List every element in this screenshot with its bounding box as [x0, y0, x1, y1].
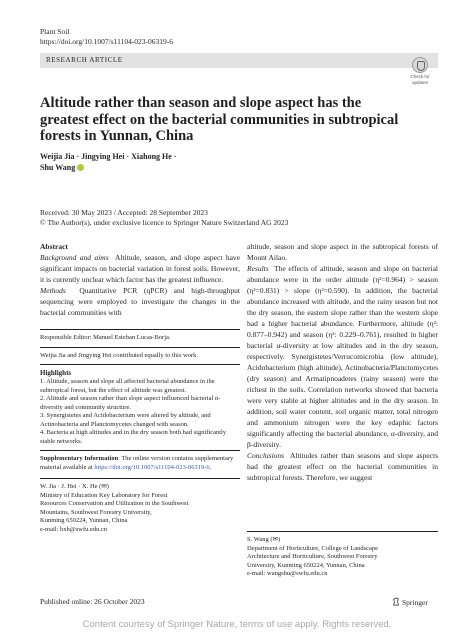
affiliation-right-line: Department of Horticulture, College of Landscape [247, 544, 379, 552]
supplementary-text: The online version contains supplementary material available at [40, 455, 234, 471]
received-accepted: Received: 30 May 2023 / Accepted: 28 September 2023 [40, 208, 208, 217]
affiliation-left [40, 483, 240, 534]
left-column [40, 241, 240, 534]
journal-name: Plant Soil [40, 27, 70, 36]
courtesy-watermark: Content courtesy of Springer Nature, terms of use apply. Rights reserved. [82, 619, 392, 630]
affiliation-right-block [247, 531, 438, 579]
methods-text: Quantitative PCR (qPCR) and high-throughput sequencing were employed to investigate the changes in the bacterial communities with [40, 286, 240, 317]
results-text: The effects of altitude, season and slope on bacterial abundance were in the order altitude (η²=0.964) > season (η²=0.831) > slope (η²=0.590). In addition, the bacterial abundance increased with altitude, and the rainy season but not the dry season, the eastern slope rather than the western slope had a higher bacterial abundance. Furthermore, altitude (η²: 0.877–0.942) and season (η²: 0.229–0.761), resulted in higher bacterial α-diversity at low altitudes and in the dry season, respectively. Synergistetes/Verrucomicrobia (low altitude), Acidobacterium (high altitude), Actinobacteria/Planctomycetes (dry season) and Armatipnoadetes (rainy season) were the richest in the soils. Correlation networks showed that bacteria were very stable at higher altitudes and in the dry season. In addition, soil water content, soil organic matter, total nitrogen and ammonium nitrogen were the key edaphic factors significantly affecting the bacterial abundance, α-diversity, and β-diversity. [247, 264, 438, 449]
affiliation-left-email[interactable]: e-mail: hxh@swfu.edu.cn [40, 525, 108, 533]
conclusions-label: Conclusions [247, 451, 285, 460]
abstract-heading: Abstract [40, 242, 68, 251]
authors-line-2 [40, 162, 340, 173]
affiliation-left-line: Resources Conservation and Utilization in the Southwest [40, 500, 189, 507]
highlight-item: 2. Altitude and season rather than slope aspect influenced bacterial α-diversity and community structure. [40, 395, 221, 411]
affiliation-right-email[interactable]: e-mail: wangshu@swfu.edu.cn [247, 570, 328, 577]
check-for-updates-line1: Check for [410, 74, 430, 79]
right-column [247, 241, 438, 483]
affiliation-left-line: Ministry of Education Key Laboratory for Forest [40, 491, 168, 499]
abstract-continuation: altitude, season and slope aspect in the subtropical forests of Mount Ailao. [247, 242, 438, 262]
equal-contribution: Weijia Jia and Jingying Hei contributed equally to this work. [40, 351, 198, 359]
abstract-methods [40, 285, 240, 318]
supplementary-heading: Supplementary Information [40, 455, 119, 462]
author-list [40, 151, 340, 173]
conclusions-text: Altitudes rather than seasons and slope aspects had the greatest effect on the bacterial communities in subtropical forests. Therefore, we suggest [247, 451, 438, 482]
journal-header [40, 27, 173, 47]
check-for-updates-badge[interactable] [404, 57, 436, 89]
article-dates [40, 208, 288, 228]
journal-doi[interactable]: https://doi.org/10.1007/s11104-023-06319-6 [40, 37, 174, 46]
background-text: Altitude, season, and slope aspect have significant impacts on bacterial variation in forest soils. However, it is currently unclear which factor has the greatest influence. [40, 253, 240, 284]
methods-label: Methods [40, 286, 66, 295]
results-label: Results [247, 264, 269, 273]
author-shu-wang[interactable]: Shu Wang [40, 163, 76, 172]
supplementary-info [40, 455, 240, 472]
highlights-heading: Highlights [40, 369, 72, 377]
orcid-icon[interactable] [77, 164, 84, 171]
highlight-item: 3. Synergistetes and Acidobacterium were altered by altitude, and Actinobacteria and Planctomycetes changed with season. [40, 412, 211, 428]
abstract-conclusions [247, 450, 438, 483]
abstract-results [247, 263, 438, 450]
affiliation-right-line: Architecture and Horticulture, Southwest Forestry [247, 553, 378, 560]
publisher-logo [392, 597, 428, 608]
affiliation-right-names: S. Wang (✉) [247, 536, 281, 543]
article-type-label: RESEARCH ARTICLE [46, 56, 123, 64]
highlight-item: 1. Altitude, season and slope all affected bacterial abundance in the subtropical forest, but the effect of altitude was greatest. [40, 378, 215, 394]
affiliation-left-names: W. Jia · J. Hei · X. He (✉) [40, 483, 109, 490]
check-for-updates-line2: updates [411, 80, 428, 85]
affiliation-right-line: University, Kunming 650224, Yunnan, China [247, 561, 365, 569]
supplementary-end: . [209, 463, 212, 471]
responsible-editor: Responsible Editor: Manuel Esteban Lucas-Borja. [40, 334, 171, 341]
affiliation-left-line: Mountains, Southwest Forestry University, [40, 508, 152, 516]
article-title: Altitude rather than season and slope aspect has the greatest effect on the bacterial communities in subtropical forests in Yunnan, China [40, 95, 399, 144]
affiliation-left-line: Kunming 650224, Yunnan, China [40, 517, 128, 524]
supplementary-link[interactable]: https://doi.org/10.1007/s11104-023-06319-6 [94, 463, 210, 471]
authors-line-1: Weijia Jia · Jingying Hei · Xiahong He · [40, 152, 177, 161]
copyright-line: © The Author(s), under exclusive licence to Springer Nature Switzerland AG 2023 [40, 218, 289, 227]
springer-horse-icon [392, 597, 400, 606]
publisher-name: Springer [402, 598, 428, 607]
background-label: Background and aims [40, 253, 109, 262]
bookmark-icon [412, 57, 428, 73]
abstract-background [40, 252, 240, 285]
highlight-item: 4. Bacteria at high altitudes and in the dry season both had significantly stable networks. [40, 429, 227, 445]
published-online: Published online: 26 October 2023 [40, 597, 145, 606]
